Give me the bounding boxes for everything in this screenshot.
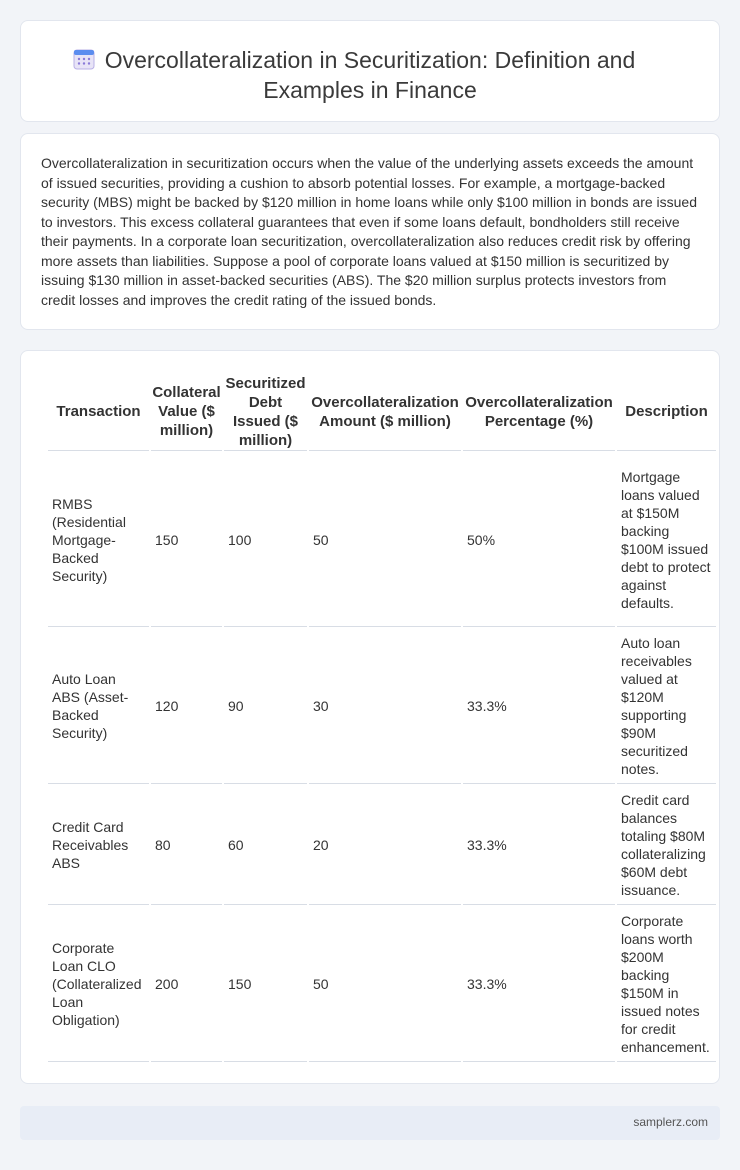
cell-collateral: 150 <box>151 453 222 627</box>
header-collateral-value: Collateral Value ($ million) <box>151 373 222 451</box>
cell-debt: 90 <box>224 629 307 784</box>
cell-percentage: 33.3% <box>463 907 615 1062</box>
table-header-row <box>48 373 716 451</box>
cell-percentage: 33.3% <box>463 629 615 784</box>
cell-amount: 50 <box>309 907 461 1062</box>
cell-description: Corporate loans worth $200M backing $150M in issued notes for credit enhancement. <box>617 907 716 1062</box>
page-title-line-1: Overcollateralization in Securitization: Definition and <box>104 47 636 73</box>
title-card <box>20 20 720 122</box>
footer-site-link[interactable]: samplerz.com <box>633 1115 708 1129</box>
table-row <box>48 907 716 1062</box>
cell-debt: 100 <box>224 453 307 627</box>
cell-description: Credit card balances totaling $80M collateralizing $60M debt issuance. <box>617 786 716 905</box>
cell-percentage: 33.3% <box>463 786 615 905</box>
cell-collateral: 200 <box>151 907 222 1062</box>
cell-amount: 30 <box>309 629 461 784</box>
cell-transaction: Auto Loan ABS (Asset-Backed Security) <box>48 629 149 784</box>
cell-transaction: Corporate Loan CLO (Collateralized Loan Obligation) <box>48 907 149 1062</box>
cell-collateral: 80 <box>151 786 222 905</box>
cell-debt: 150 <box>224 907 307 1062</box>
cell-transaction: Credit Card Receivables ABS <box>48 786 149 905</box>
header-securitized-debt: Securitized Debt Issued ($ million) <box>224 373 307 451</box>
page-title <box>21 45 719 105</box>
footer-bar <box>20 1106 720 1140</box>
intro-paragraph: Overcollateralization in securitization occurs when the value of the underlying assets exceeds the amount of issued securities, providing a cushion to absorb potential losses. For example, a mortgage-backed security (MBS) might be backed by $120 million in home loans while only $100 million in bonds are issued to investors. This excess collateral guarantees that even if some loans default, bondholders still receive their payments. In a corporate loan securitization, overcollateralization also reduces credit risk by offering more assets than liabilities. Suppose a pool of corporate loans valued at $150 million is securitized by issuing $130 million in asset-backed securities (ABS). The $20 million surplus protects investors from credit losses and improves the credit rating of the issued bonds. <box>41 155 698 308</box>
intro-card <box>20 133 720 330</box>
table-row <box>48 629 716 784</box>
cell-amount: 50 <box>309 453 461 627</box>
table-row <box>48 786 716 905</box>
cell-collateral: 120 <box>151 629 222 784</box>
cell-transaction: RMBS (Residential Mortgage-Backed Security) <box>48 453 149 627</box>
cell-percentage: 50% <box>463 453 615 627</box>
header-transaction: Transaction <box>48 373 149 451</box>
cell-debt: 60 <box>224 786 307 905</box>
header-oc-percentage: Overcollateralization Percentage (%) <box>463 373 615 451</box>
cell-description: Auto loan receivables valued at $120M supporting $90M securitized notes. <box>617 629 716 784</box>
cell-amount: 20 <box>309 786 461 905</box>
header-oc-amount: Overcollateralization Amount ($ million) <box>309 373 461 451</box>
page-title-line-2: Examples in Finance <box>263 77 477 103</box>
table-row <box>48 453 716 627</box>
cell-description: Mortgage loans valued at $150M backing $100M issued debt to protect against defaults. <box>617 453 716 627</box>
header-description: Description <box>617 373 716 451</box>
table-card <box>20 350 720 1084</box>
overcollateralization-table <box>46 371 718 1064</box>
